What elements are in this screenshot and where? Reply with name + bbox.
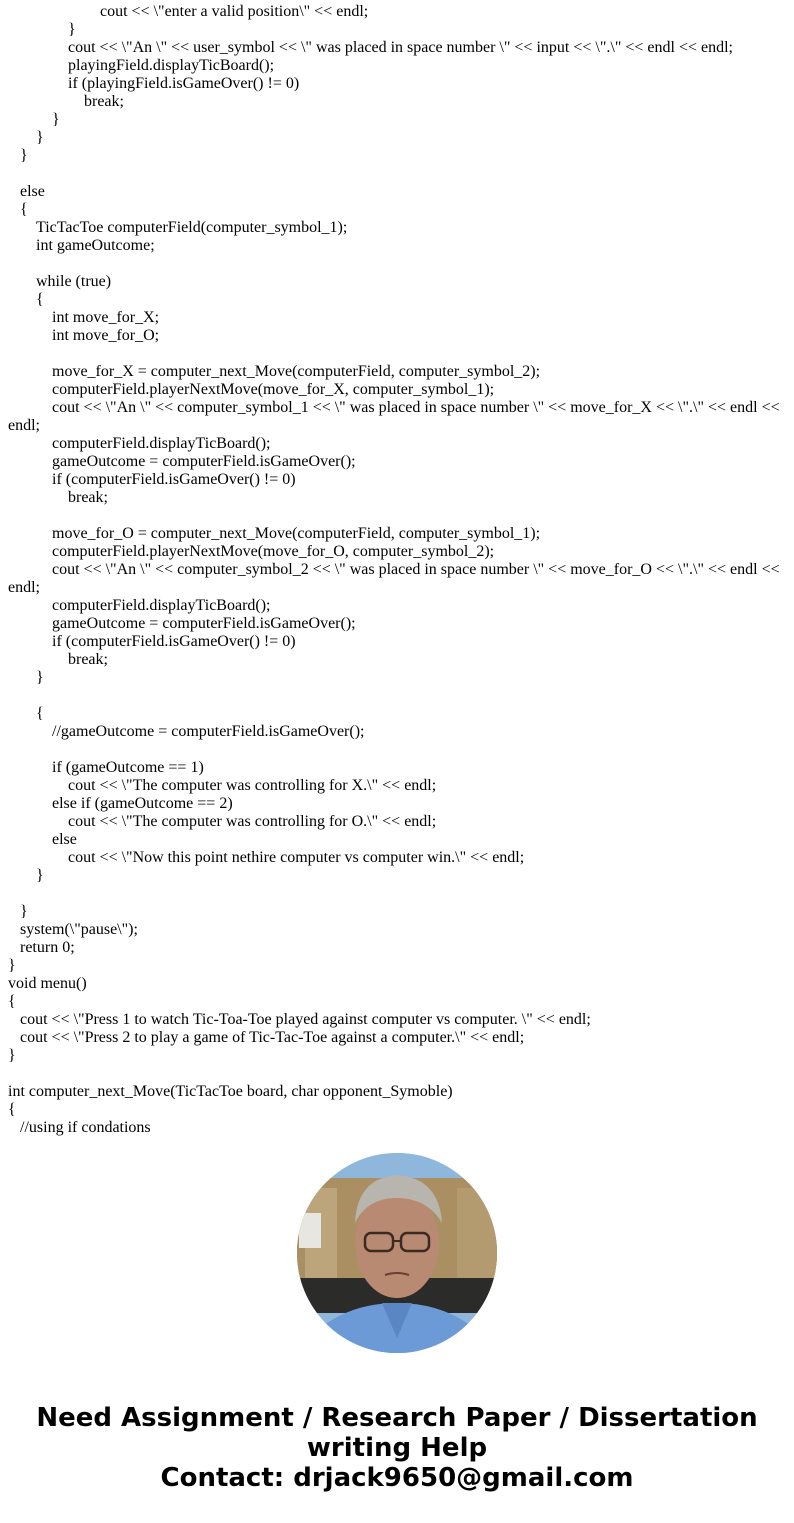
code-line: gameOutcome = computerField.isGameOver(); <box>52 453 356 470</box>
code-line <box>8 741 788 759</box>
code-line <box>8 687 788 705</box>
code-line <box>8 165 788 183</box>
code-line: cout << \"An \" << computer_symbol_2 << \" was placed in space number \" << move_for_O << \".\" << endl << <box>52 561 780 578</box>
code-line: cout << \"An \" << computer_symbol_1 << \" was placed in space number \" << move_for_X << \".\" << endl << <box>52 399 780 416</box>
code-line: } <box>20 903 28 920</box>
code-line <box>8 345 788 363</box>
code-line: TicTacToe computerField(computer_symbol_1); <box>36 219 348 236</box>
code-line: gameOutcome = computerField.isGameOver(); <box>52 615 356 632</box>
code-line: cout << \"Press 1 to watch Tic-Toa-Toe played against computer vs computer. \" << endl; <box>20 1011 591 1028</box>
code-line: { <box>36 291 44 308</box>
code-line: else <box>20 183 45 200</box>
code-line: { <box>36 705 44 722</box>
code-line: move_for_O = computer_next_Move(computerField, computer_symbol_1); <box>52 525 541 542</box>
code-line <box>8 1065 788 1083</box>
code-line: } <box>36 669 44 686</box>
code-line: cout << \"Now this point nethire computer vs computer win.\" << endl; <box>68 849 525 866</box>
code-line: { <box>8 993 16 1010</box>
code-listing <box>8 3 788 1137</box>
code-line: computerField.playerNextMove(move_for_O, computer_symbol_2); <box>52 543 495 560</box>
code-line: int move_for_O; <box>52 327 160 344</box>
promo-line-1: Need Assignment / Research Paper / Dissertation <box>36 1403 758 1433</box>
code-line: endl; <box>8 579 40 596</box>
code-line: } <box>52 111 60 128</box>
code-line: } <box>20 147 28 164</box>
code-line: break; <box>84 93 124 110</box>
code-line: cout << \"Press 2 to play a game of Tic-Tac-Toe against a computer.\" << endl; <box>20 1029 525 1046</box>
code-line: computerField.displayTicBoard(); <box>52 597 271 614</box>
code-line <box>8 507 788 525</box>
code-line: } <box>8 1047 16 1064</box>
code-line: } <box>36 867 44 884</box>
code-line: endl; <box>8 417 40 434</box>
code-line: //gameOutcome = computerField.isGameOver(); <box>52 723 365 740</box>
code-line: if (computerField.isGameOver() != 0) <box>52 633 296 650</box>
promo-line-2: writing Help <box>306 1433 488 1463</box>
code-line: if (playingField.isGameOver() != 0) <box>68 75 300 92</box>
code-line: else if (gameOutcome == 2) <box>52 795 233 812</box>
code-line: while (true) <box>36 273 112 290</box>
code-line: break; <box>68 489 108 506</box>
code-line: cout << \"An \" << user_symbol << \" was placed in space number \" << input << \".\" << endl << endl; <box>68 39 733 56</box>
code-line: playingField.displayTicBoard(); <box>68 57 275 74</box>
code-line: cout << \"The computer was controlling for X.\" << endl; <box>68 777 437 794</box>
code-line: break; <box>68 651 108 668</box>
promo-contact: Contact: drjack9650@gmail.com <box>160 1463 634 1493</box>
code-line: cout << \"enter a valid position\" << endl; <box>100 3 369 20</box>
code-line: system(\"pause\"); <box>20 921 138 938</box>
code-line: void menu() <box>8 975 87 992</box>
code-line: } <box>68 21 76 38</box>
author-avatar <box>297 1153 497 1353</box>
code-line: cout << \"The computer was controlling for O.\" << endl; <box>68 813 437 830</box>
code-line: { <box>20 201 28 218</box>
code-line: computerField.playerNextMove(move_for_X, computer_symbol_1); <box>52 381 495 398</box>
code-line: move_for_X = computer_next_Move(computerField, computer_symbol_2); <box>52 363 541 380</box>
code-line: computerField.displayTicBoard(); <box>52 435 271 452</box>
code-line: //using if condations <box>20 1119 151 1136</box>
code-line <box>8 255 788 273</box>
code-line: int computer_next_Move(TicTacToe board, char opponent_Symoble) <box>8 1083 453 1100</box>
code-line: else <box>52 831 77 848</box>
code-line: int move_for_X; <box>52 309 160 326</box>
code-line: int gameOutcome; <box>36 237 155 254</box>
code-line: if (computerField.isGameOver() != 0) <box>52 471 296 488</box>
code-line: return 0; <box>20 939 75 956</box>
code-line: } <box>8 957 16 974</box>
code-line <box>8 885 788 903</box>
portrait-illustration <box>297 1153 497 1353</box>
code-line: { <box>8 1101 16 1118</box>
promo-banner <box>0 1403 794 1493</box>
code-line: } <box>36 129 44 146</box>
code-line: if (gameOutcome == 1) <box>52 759 204 776</box>
